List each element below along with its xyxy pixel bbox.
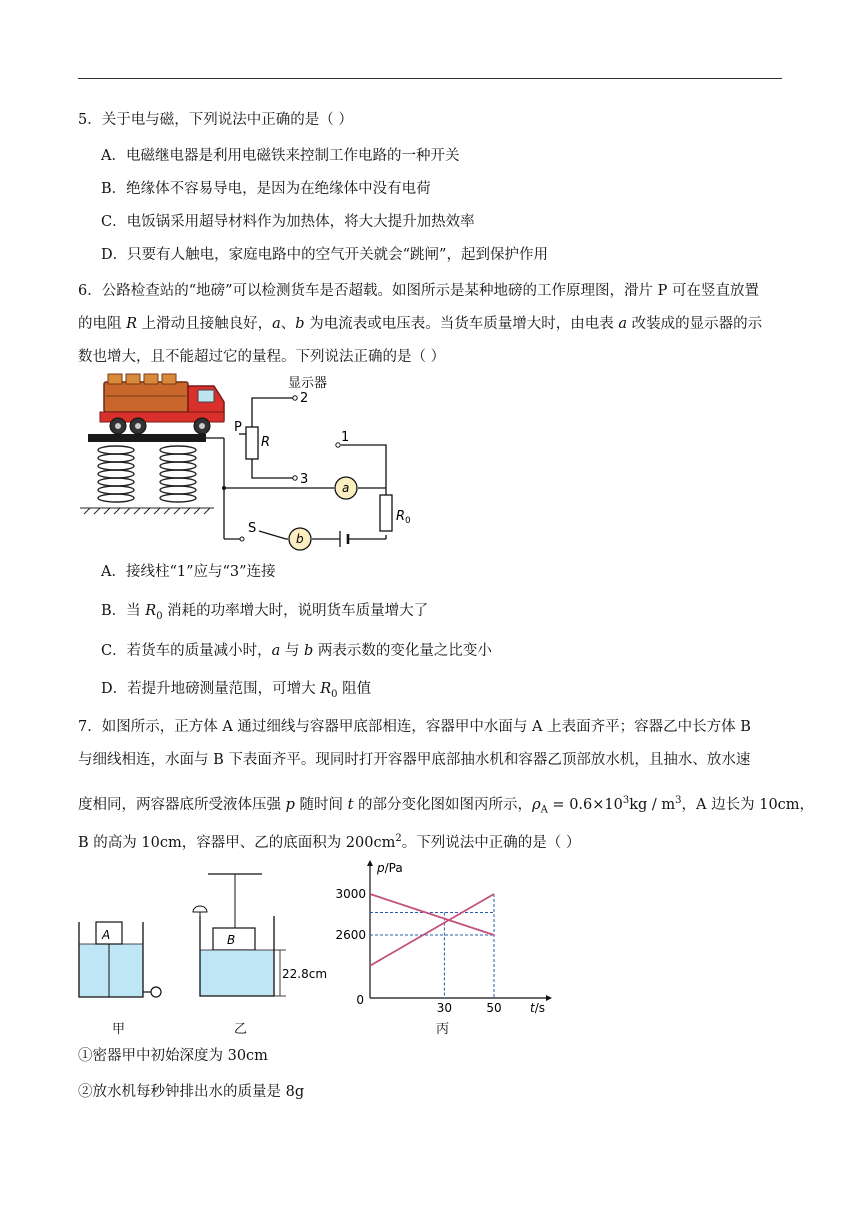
caption-jia: 甲	[112, 1022, 126, 1037]
weighbridge-circuit-figure	[76, 368, 416, 554]
q6-stem-line2: 的电阻 R 上滑动且接触良好，a、b 为电流表或电压表。当货车质量增大时，由电表 a 改装成的显示器的示	[78, 316, 763, 332]
water-jia	[79, 944, 143, 997]
switch-s-label: S	[248, 521, 257, 536]
switch-contact	[240, 537, 244, 541]
truck-icon	[100, 374, 224, 434]
q7-statement-1: ①密器甲中初始深度为 30cm	[78, 1048, 268, 1064]
q5-stem: 5．关于电与磁，下列说法中正确的是（ ）	[78, 112, 353, 128]
y-axis-title: p/Pa	[377, 861, 403, 875]
meter-b-label: b	[296, 532, 304, 546]
q7-stem-line2: 与细线相连，水面与 B 下表面齐平。现同时打开容器甲底部抽水机和容器乙顶部放水机，且抽水、放水速	[78, 752, 751, 768]
y-axis-arrow-icon	[367, 860, 373, 866]
series-line-2	[370, 894, 494, 966]
x-tick-label-30: 30	[436, 1001, 453, 1014]
slider-p-label: P	[234, 420, 242, 435]
resistor-r	[246, 427, 258, 459]
battery-icon	[340, 531, 348, 547]
block-b-label: B	[227, 933, 236, 947]
caption-yi: 乙	[234, 1022, 248, 1037]
spring-icon	[98, 446, 196, 502]
container-jia-figure	[74, 912, 170, 1004]
circuit-wires	[206, 398, 386, 539]
q6-option-d: D．若提升地磅测量范围，可增大 $R_0$ 阻值	[101, 681, 372, 700]
q6-option-c: C．若货车的质量减小时，a 与 b 两表示数的变化量之比变小	[101, 643, 492, 659]
x-axis-title: t/s	[530, 1001, 546, 1014]
resistor-r0-label: $R_0$	[396, 509, 411, 526]
container-yi-figure	[186, 866, 336, 1002]
weighbridge-platform	[88, 434, 206, 442]
y-tick-label-3000: 3000	[335, 887, 366, 901]
q6-option-b: B．当 $R_0$ 消耗的功率增大时，说明货车质量增大了	[101, 603, 429, 622]
display-label: 显示器	[288, 376, 328, 391]
meter-a-label: a	[342, 481, 350, 495]
q6-stem-line3: 数也增大，且不能超过它的量程。下列说法正确的是（ ）	[78, 349, 446, 365]
header-rule	[78, 78, 782, 79]
terminal-2-label: 2	[300, 391, 309, 406]
drain-valve-icon	[193, 906, 207, 912]
x-tick-label-50: 50	[486, 1001, 502, 1014]
resistor-r0	[380, 495, 392, 531]
terminal-1-label: 1	[341, 430, 350, 445]
ground-hatch	[80, 508, 214, 514]
water-yi	[200, 950, 274, 996]
q7-stem-line3: 度相同，两容器底所受液体压强 p 随时间 t 的部分变化图如图丙所示，$\rho_A = 0.6\times 10^3kg / m^3$，A 边长为 10cm，	[78, 795, 815, 816]
pressure-time-chart	[334, 858, 556, 1014]
q5-option-c: C．电饭锅采用超导材料作为加热体，将大大提升加热效率	[101, 214, 475, 230]
terminal-2	[293, 396, 297, 400]
origin-label: 0	[356, 993, 364, 1007]
terminal-1	[336, 443, 340, 447]
caption-bing: 丙	[436, 1022, 450, 1037]
q7-stem-line1: 7．如图所示，正方体 A 通过细线与容器甲底部相连，容器甲中水面与 A 上表面齐平；容器乙中长方体 B	[78, 719, 751, 735]
q5-option-b: B．绝缘体不容易导电，是因为在绝缘体中没有电荷	[101, 181, 431, 197]
terminal-3	[293, 476, 297, 480]
y-tick-label-2600: 2600	[335, 928, 366, 942]
q6-stem-line1: 6．公路检查站的“地磅”可以检测货车是否超载。如图所示是某种地磅的工作原理图，滑片 P 可在竖直放置	[78, 283, 760, 299]
x-axis-arrow-icon	[546, 995, 552, 1001]
q7-statement-2: ②放水机每秒钟排出水的质量是 8g	[78, 1084, 305, 1100]
depth-label: 22.8cm	[282, 967, 328, 981]
q6-option-a: A．接线柱“1”应与“3”连接	[101, 564, 276, 580]
q7-stem-line4: B 的高为 10cm，容器甲、乙的底面积为 $200cm^2$。下列说法中正确的是（ ）	[78, 833, 581, 851]
terminal-3-label: 3	[300, 472, 309, 487]
q5-option-a: A．电磁继电器是利用电磁铁来控制工作电路的一种开关	[101, 148, 460, 164]
cube-a-label: A	[102, 928, 111, 942]
pump-icon	[151, 987, 161, 997]
q5-option-d: D．只要有人触电，家庭电路中的空气开关就会“跳闸”，起到保护作用	[101, 247, 548, 263]
junction-dot	[222, 486, 226, 490]
resistor-r-label: R	[261, 435, 271, 450]
